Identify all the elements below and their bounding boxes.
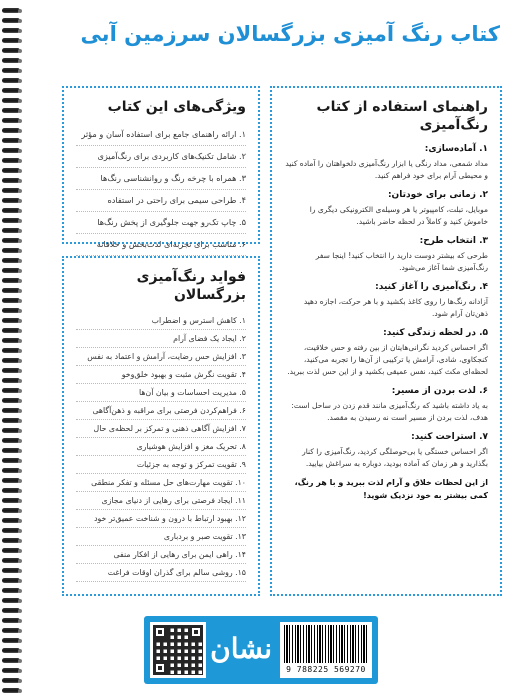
- binding-hole: [18, 359, 22, 363]
- binding-hole: [18, 239, 22, 243]
- binding-hole: [18, 479, 22, 483]
- list-item: ۹. تقویت تمرکز و توجه به جزئیات: [76, 456, 246, 474]
- step-body: آزادانه رنگ‌ها را روی کاغذ بکشید و با هر حرکت، اجازه دهید ذهن‌تان آرام شود.: [303, 297, 488, 318]
- list-item: ۱۵. روشی سالم برای گذران اوقات فراغت: [76, 564, 246, 582]
- binding-hole: [18, 109, 22, 113]
- list-item: ۱۳. تقویت صبر و بردباری: [76, 528, 246, 546]
- binding-hole: [18, 259, 22, 263]
- list-item: ۱۰. تقویت مهارت‌های حل مسئله و تفکر منطقی: [76, 474, 246, 492]
- page-title: کتاب رنگ آمیزی بزرگسالان سرزمین آبی: [80, 22, 500, 46]
- step-title: ۵. در لحظه زندگی کنید:: [383, 328, 488, 338]
- binding-hole: [18, 499, 22, 503]
- list-item: ۳. همراه با چرخه رنگ و روانشناسی رنگ‌ها: [76, 168, 246, 190]
- binding-hole: [18, 289, 22, 293]
- features-list: [76, 124, 246, 256]
- step-title: ۳. انتخاب طرح:: [419, 236, 488, 246]
- binding-hole: [18, 549, 22, 553]
- binding-hole: [18, 539, 22, 543]
- guide-heading: راهنمای استفاده از کتاب رنگ‌آمیزی: [316, 99, 488, 133]
- binding-hole: [18, 319, 22, 323]
- binding-hole: [18, 219, 22, 223]
- binding-hole: [18, 429, 22, 433]
- spiral-binding: [0, 0, 20, 700]
- list-item: ۴. تقویت نگرش مثبت و بهبود خلق‌وخو: [76, 366, 246, 384]
- step-title: ۷. استراحت کنید:: [411, 432, 488, 442]
- binding-hole: [18, 629, 22, 633]
- binding-hole: [18, 649, 22, 653]
- binding-hole: [18, 369, 22, 373]
- binding-hole: [18, 189, 22, 193]
- binding-hole: [18, 589, 22, 593]
- binding-hole: [18, 269, 22, 273]
- benefits-heading: فواید رنگ‌آمیزی بزرگسالان: [136, 269, 246, 303]
- list-item: ۱. ارائه راهنمای جامع برای استفاده آسان و مؤثر: [76, 124, 246, 146]
- step-title: ۴. رنگ‌آمیزی را آغاز کنید:: [375, 282, 488, 292]
- guide-box: [270, 86, 502, 596]
- benefits-list: [76, 312, 246, 582]
- binding-hole: [18, 339, 22, 343]
- list-item: ۱۱. ایجاد فرصتی برای رهایی از دنیای مجازی: [76, 492, 246, 510]
- binding-hole: [18, 639, 22, 643]
- binding-hole: [18, 439, 22, 443]
- binding-hole: [18, 29, 22, 33]
- qr-code: [150, 622, 206, 678]
- binding-hole: [18, 529, 22, 533]
- list-item: ۶. فراهم‌کردن فرصتی برای مراقبه و ذهن‌آگاهی: [76, 402, 246, 420]
- step-body: اگر احساس خستگی یا بی‌حوصلگی کردید، رنگ‌آمیزی را کنار بگذارید و هر زمان که آماده بودید، دوباره به سراغش بیایید.: [302, 447, 488, 468]
- binding-hole: [18, 249, 22, 253]
- guide-step: [284, 326, 488, 378]
- binding-hole: [18, 679, 22, 683]
- binding-hole: [18, 409, 22, 413]
- guide-step: [284, 188, 488, 228]
- step-title: ۲. زمانی برای خودتان:: [387, 190, 488, 200]
- binding-hole: [18, 119, 22, 123]
- guide-step: [284, 142, 488, 182]
- binding-hole: [18, 229, 22, 233]
- step-body: طرحی که بیشتر دوست دارید را انتخاب کنید! اینجا سفر رنگ‌آمیزی شما آغاز می‌شود.: [315, 251, 488, 272]
- binding-hole: [18, 669, 22, 673]
- step-body: مداد شمعی، مداد رنگی یا ابزار رنگ‌آمیزی دلخواهتان را آماده کنید و محیطی آرام برای خود فراهم کنید.: [285, 159, 488, 180]
- step-title: ۶. لذت بردن از مسیر:: [391, 386, 488, 396]
- binding-hole: [18, 599, 22, 603]
- binding-hole: [18, 279, 22, 283]
- list-item: ۲. ایجاد یک فضای آرام: [76, 330, 246, 348]
- list-item: ۱۲. بهبود ارتباط با درون و شناخت عمیق‌تر خود: [76, 510, 246, 528]
- binding-hole: [18, 199, 22, 203]
- binding-hole: [18, 349, 22, 353]
- binding-hole: [18, 149, 22, 153]
- binding-hole: [18, 329, 22, 333]
- binding-hole: [18, 659, 22, 663]
- binding-hole: [18, 509, 22, 513]
- step-body: به یاد داشته باشید که رنگ‌آمیزی مانند قدم زدن در ساحل است: هدف، لذت بردن از مسیر است نه رسیدن به مقصد.: [291, 401, 488, 422]
- binding-hole: [18, 89, 22, 93]
- binding-hole: [18, 579, 22, 583]
- binding-hole: [18, 49, 22, 53]
- list-item: ۱۴. راهی ایمن برای رهایی از افکار منفی: [76, 546, 246, 564]
- list-item: ۵. چاپ تک‌رو جهت جلوگیری از پخش رنگ‌ها: [76, 212, 246, 234]
- binding-hole: [18, 389, 22, 393]
- binding-hole: [18, 99, 22, 103]
- binding-hole: [18, 159, 22, 163]
- binding-hole: [18, 59, 22, 63]
- binding-hole: [18, 469, 22, 473]
- binding-hole: [18, 609, 22, 613]
- binding-hole: [18, 419, 22, 423]
- binding-hole: [18, 399, 22, 403]
- list-item: ۸. تحریک مغز و افزایش هوشیاری: [76, 438, 246, 456]
- binding-hole: [18, 379, 22, 383]
- isbn-number: 9 788225 569270: [286, 665, 366, 674]
- step-body: اگر احساس کردید نگرانی‌هایتان از بین رفته و حس خلاقیت، کنجکاوی، شادی، آرامش یا ترکیبی از آن‌ها را تجربه می‌کنید، لحظه‌ای مکث کنید، نفس عمیقی بکشید و از این حس لذت ببرید.: [287, 343, 488, 376]
- binding-hole: [18, 689, 22, 693]
- list-item: ۵. مدیریت احساسات و بیان آن‌ها: [76, 384, 246, 402]
- guide-step: [284, 384, 488, 424]
- binding-hole: [18, 309, 22, 313]
- guide-step: [284, 430, 488, 470]
- binding-hole: [18, 569, 22, 573]
- binding-hole: [18, 619, 22, 623]
- binding-hole: [18, 79, 22, 83]
- guide-step: [284, 280, 488, 320]
- binding-hole: [18, 299, 22, 303]
- list-item: ۲. شامل تکنیک‌های کاربردی برای رنگ‌آمیزی: [76, 146, 246, 168]
- binding-hole: [18, 459, 22, 463]
- step-title: ۱. آماده‌سازی:: [424, 144, 488, 154]
- barcode-bars: [284, 625, 368, 663]
- publisher-logo: نشان: [210, 632, 272, 665]
- features-box: [62, 86, 260, 249]
- binding-hole: [18, 559, 22, 563]
- list-item: ۷. افزایش آگاهی ذهنی و تمرکز بر لحظه‌ی حال: [76, 420, 246, 438]
- guide-step: [284, 234, 488, 274]
- features-heading: ویژگی‌های این کتاب: [107, 99, 246, 115]
- publisher-panel: [144, 616, 378, 684]
- binding-hole: [18, 9, 22, 13]
- binding-hole: [18, 169, 22, 173]
- binding-hole: [18, 129, 22, 133]
- benefits-box: [62, 256, 260, 596]
- list-item: ۶. مناسب برای تجربه‌ای لذت‌بخش و خلاقانه: [76, 234, 246, 256]
- list-item: ۴. طراحی سیمی برای راحتی در استفاده: [76, 190, 246, 212]
- binding-hole: [18, 519, 22, 523]
- binding-hole: [18, 209, 22, 213]
- binding-hole: [18, 139, 22, 143]
- binding-hole: [18, 489, 22, 493]
- step-body: موبایل، تبلت، کامپیوتر یا هر وسیله‌ی الکترونیکی دیگری را خاموش کنید و کاملاً در لحظه حاضر باشید.: [309, 205, 488, 226]
- barcode: [280, 622, 372, 678]
- binding-hole: [18, 39, 22, 43]
- binding-hole: [18, 69, 22, 73]
- binding-hole: [18, 449, 22, 453]
- guide-closing: از این لحظات خلاق و آرام لذت ببرید و با هر رنگ، کمی بیشتر به خود نزدیک شوید!: [294, 478, 488, 500]
- list-item: ۱. کاهش استرس و اضطراب: [76, 312, 246, 330]
- binding-hole: [18, 19, 22, 23]
- binding-hole: [18, 179, 22, 183]
- list-item: ۳. افزایش حس رضایت، آرامش و اعتماد به نفس: [76, 348, 246, 366]
